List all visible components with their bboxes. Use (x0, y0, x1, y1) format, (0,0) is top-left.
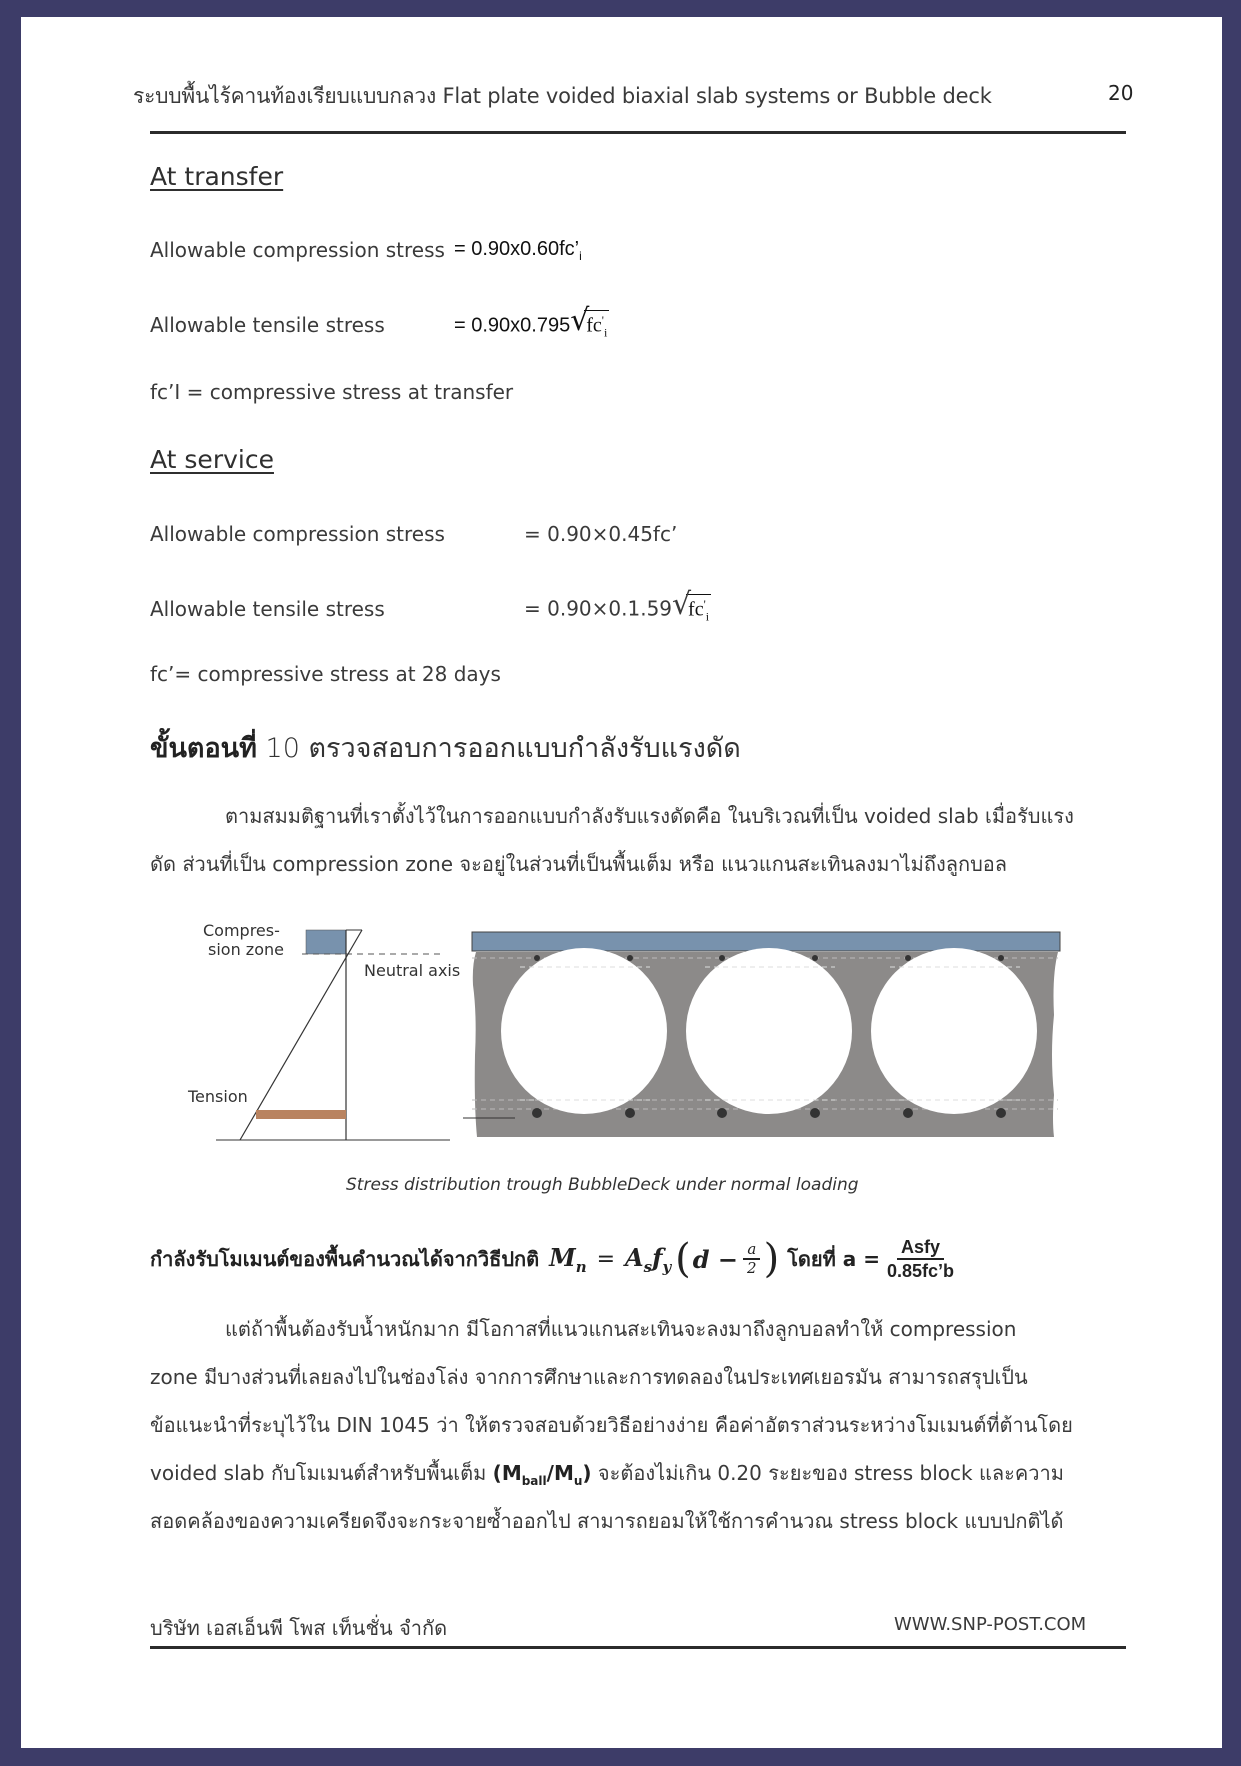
heading-at-transfer: At transfer (150, 162, 284, 191)
body-line2: zone มีบางส่วนที่เลยลงไปในช่องโล่ง จากการศึกษาและการทดลองในประเทศเยอรมัน สามารถสรุปเป็น (150, 1365, 1028, 1389)
svg-text:sion zone: sion zone (208, 940, 284, 959)
step10-para-line1: ตามสมมติฐานที่เราตั้งไว้ในการออกแบบกำลังรับแรงดัดคือ ในบริเวณที่เป็น voided slab เมื่อรับแรง (225, 804, 1074, 828)
moment-formula-line: กำลังรับโมเมนต์ของพื้นคำนวณได้จากวิธีปกติ $M_n$ = $A_sf_y$ ( d − $\frac{a}{2}$ ) โดยที่ a = $\frac{\text{Asfy}}{0.85fc’b}$ (150, 1236, 955, 1282)
body-line3: ข้อแนะนำที่ระบุไว้ใน DIN 1045 ว่า ให้ตรวจสอบด้วยวิธีอย่างง่าย คือค่าอัตราส่วนระหว่างโมเมนต์ที่ต้านโดย (150, 1413, 1073, 1437)
step10-title: ขั้นตอนที่ 10 ตรวจสอบการออกแบบกำลังรับแรงดัด (150, 733, 741, 764)
header-rule (150, 131, 1126, 134)
header-title: ระบบพื้นไร้คานท้องเรียบแบบกลวง Flat plate voided biaxial slab systems or Bubble deck (133, 84, 992, 108)
moment-ratio: $(M_{ball}/M_u)$ (492, 1461, 592, 1488)
service-compression-label: Allowable compression stress (150, 522, 445, 546)
service-definition: fc’= compressive stress at 28 days (150, 662, 501, 686)
void-ball (686, 948, 852, 1114)
figure-caption: Stress distribution trough BubbleDeck under normal loading (346, 1175, 859, 1195)
service-tensile-eq: = 0.90×0.1.59 √ $fc'_i$ (524, 587, 710, 624)
svg-text:Tension: Tension (188, 1087, 248, 1106)
stress-distribution-figure (180, 915, 1080, 1145)
svg-text:Compres-: Compres- (203, 921, 280, 940)
svg-text:Neutral axis: Neutral axis (364, 961, 461, 980)
sqrt-symbol: √ $fc'_i$ (672, 587, 710, 624)
transfer-definition: fc’I = compressive stress at transfer (150, 380, 514, 404)
transfer-tensile-label: Allowable tensile stress (150, 313, 385, 337)
transfer-compression-label: Allowable compression stress (150, 238, 445, 262)
transfer-compression-eq: = $0.90x0.60fc’_i$ (454, 238, 582, 263)
body-line5: สอดคล้องของความเครียดจึงจะกระจายซ้ำออกไป สามารถยอมให้ใช้การคำนวณ stress block แบบปกติได้ (150, 1509, 1064, 1533)
strain-line (240, 930, 362, 1140)
void-ball (501, 948, 667, 1114)
compression-zone-block (306, 930, 346, 954)
bubbledeck-diagram (180, 915, 1080, 1145)
footer-rule (150, 1646, 1126, 1649)
step10-para-line2: ดัด ส่วนที่เป็น compression zone จะอยู่ในส่วนที่เป็นพื้นเต็ม หรือ แนวแกนสะเทินลงมาไม่ถึงลูกบอล (150, 852, 1008, 876)
tension-bar (256, 1110, 346, 1119)
service-compression-eq: = 0.90×0.45fc’ (524, 522, 678, 546)
heading-at-service: At service (150, 445, 274, 474)
footer-company: บริษัท เอสเอ็นพี โพส เท็นชั่น จำกัด (150, 1616, 448, 1640)
body-line4: voided slab กับโมเมนต์สำหรับพื้นเต็ม $(M_{ball}/M_u)$ จะต้องไม่เกิน 0.20 ระยะของ stress block และความ (150, 1461, 1064, 1488)
transfer-tensile-eq: = 0.90x0.795 √ $fc'_i$ (454, 303, 608, 340)
sqrt-symbol: √ $fc'_i$ (570, 303, 608, 340)
footer-website[interactable]: WWW.SNP-POST.COM (894, 1614, 1087, 1635)
service-tensile-label: Allowable tensile stress (150, 597, 385, 621)
void-ball (871, 948, 1037, 1114)
body-line1: แต่ถ้าพื้นต้องรับน้ำหนักมาก มีโอกาสที่แนวแกนสะเทินจะลงมาถึงลูกบอลทำให้ compression (225, 1317, 1017, 1341)
page-number: 20 (1108, 81, 1134, 105)
